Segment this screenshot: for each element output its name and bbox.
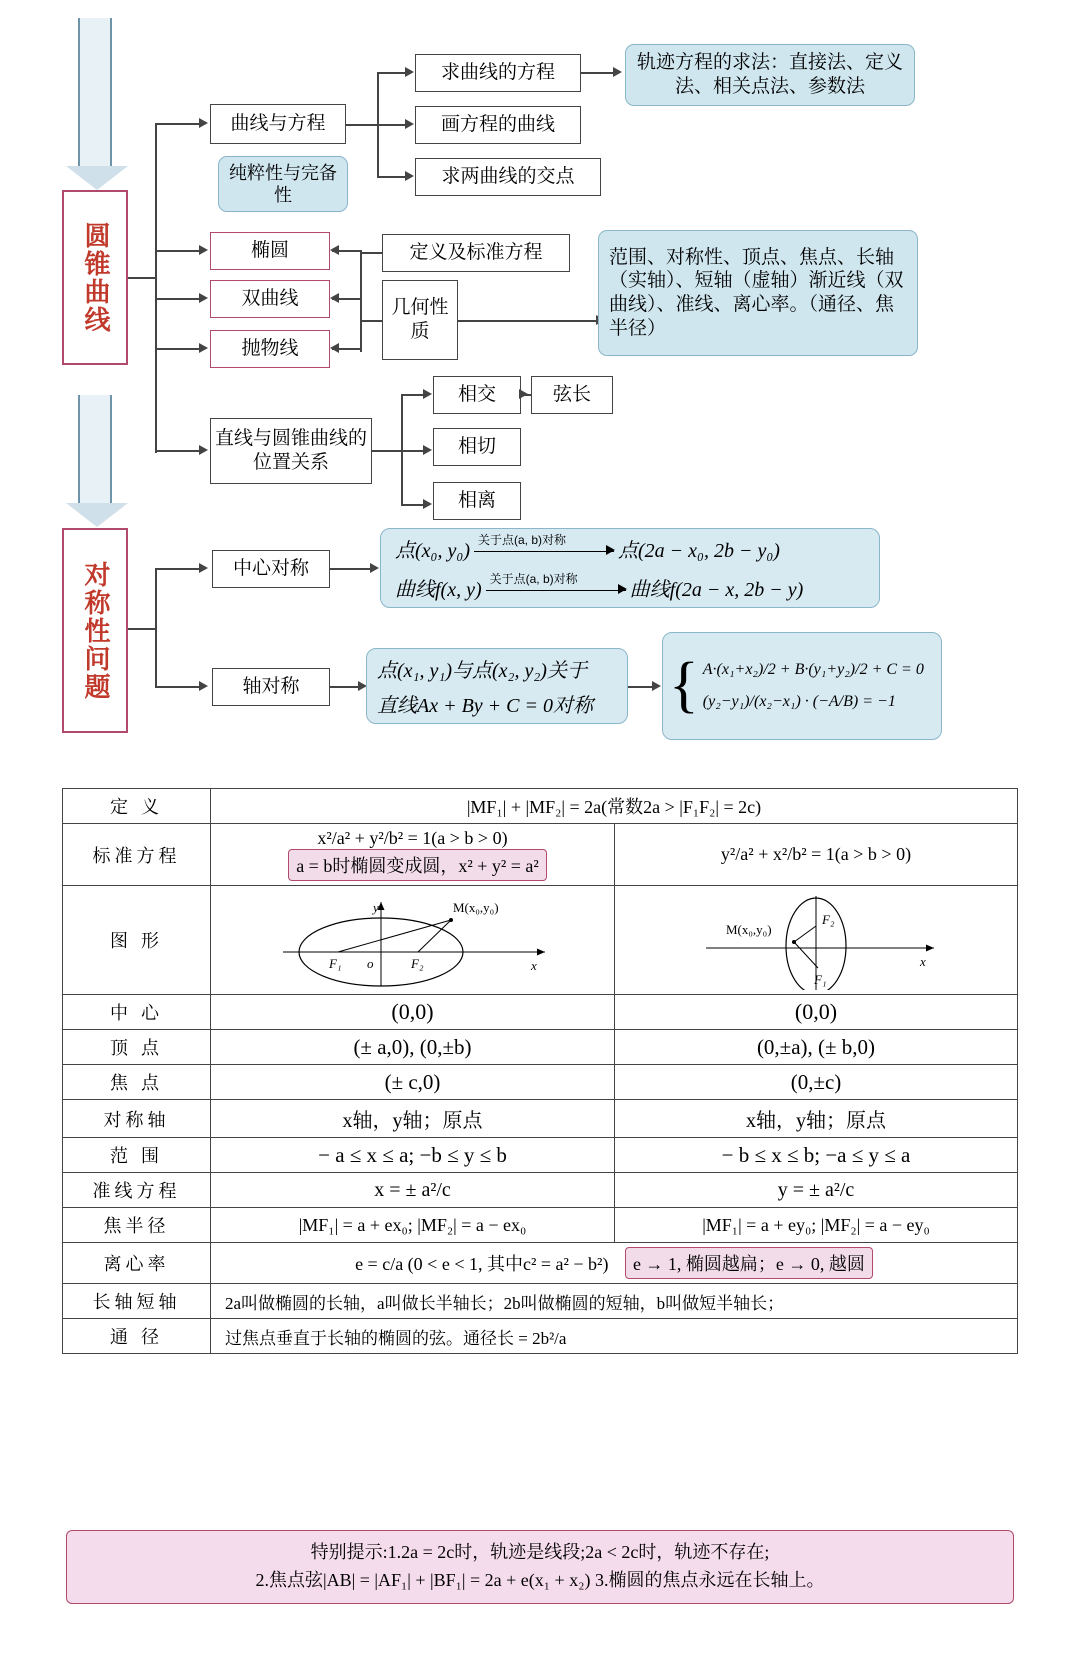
table-row [63,1243,1018,1284]
axial-eq2: (y₂−y₁)/(x₂−x₁) · (−A/B) = −1 [702,693,896,710]
node-line-conic[interactable]: 直线与圆锥曲线的位置关系 [210,418,372,484]
cell-focal-radius-right: |MF₁| = a + ey₀; |MF₂| = a − ey₀ [615,1208,1018,1243]
arrow-icon [652,681,661,691]
row-head-vertices: 顶 点 [63,1030,211,1065]
connector [360,252,362,352]
table-row [63,995,1018,1030]
arrow-icon [199,445,208,455]
note-line-1: 特别提示:1.2a = 2c时，轨迹是线段;2a < 2c时，轨迹不存在; [310,1542,770,1562]
concept-map [0,0,1080,780]
connector [360,320,382,322]
arrow-icon [423,499,432,509]
connector [155,348,201,350]
connector [155,250,201,252]
cell-axes-right: x轴，y轴；原点 [615,1100,1018,1138]
connector [401,450,425,452]
axial-line2: 直线Ax + By + C = 0对称 [377,695,594,717]
svg-text:y: y [372,900,379,915]
table-row [63,1284,1018,1319]
arrow-icon [199,563,208,573]
row-head-figure: 图 形 [63,886,211,995]
connector [458,320,606,322]
cell-definition: |MF₁| + |MF₂| = 2a(常数2a > |F₁F₂| = 2c) [211,789,1018,824]
node-secant[interactable]: 相交 [433,376,521,414]
node-central-sym[interactable]: 中心对称 [212,550,330,588]
eccentricity-highlight: e → 1, 椭圆越扁；e → 0, 越圆 [625,1247,873,1279]
connector [330,568,372,570]
table-row [63,1065,1018,1100]
svg-text:F₁: F₁ [328,956,341,971]
note-line-2: 2.焦点弦|AB| = |AF₁| + |BF₁| = 2a + e(x₁ + x₂) 3.椭圆的焦点永远在长轴上。 [255,1569,825,1590]
table-row [63,1319,1018,1354]
special-note [66,1530,1014,1604]
node-conic[interactable]: 圆锥曲线 [62,190,128,365]
connector [128,628,156,630]
row-head-focal-radius: 焦半径 [63,1208,211,1243]
central-point-arrow-label: 关于点(a, b)对称 [477,533,566,547]
node-intersection[interactable]: 求两曲线的交点 [415,158,601,196]
central-point-right: 点(2a − x₀, 2b − y₀) [617,540,780,562]
arrow-icon [199,293,208,303]
arrow-icon [370,563,379,573]
cell-center-left: (0,0) [211,995,615,1030]
row-head-eccentricity: 离心率 [63,1243,211,1284]
node-separate[interactable]: 相离 [433,482,521,520]
svg-text:x: x [530,958,537,973]
row-head-axes-lengths: 长轴短轴 [63,1284,211,1319]
cell-standard-equation-right: y²/a² + x²/b² = 1(a > b > 0) [615,824,1018,886]
cell-axes-left: x轴，y轴；原点 [211,1100,615,1138]
connector [155,568,201,570]
connector [377,72,407,74]
cell-axes-lengths: 2a叫做椭圆的长轴，a叫做长半轴长；2b叫做椭圆的短轴，b叫做短半轴长； [211,1284,1018,1319]
standard-eq-highlight: a = b时椭圆变成圆，x² + y² = a² [288,849,547,881]
connector [155,123,201,125]
central-curve-right: 曲线f(2a − x, 2b − y) [629,579,804,601]
arrow-icon [405,119,414,129]
flow-arrow-top [78,18,112,168]
connector [155,298,201,300]
connector [155,568,157,686]
svg-text:M(x₀,y₀): M(x₀,y₀) [726,922,772,937]
svg-text:F₂: F₂ [822,912,835,927]
row-head-center: 中 心 [63,995,211,1030]
node-geo-detail[interactable]: 范围、对称性、顶点、焦点、长轴（实轴）、短轴（虚轴）渐近线（双曲线）、准线、离心率。（通径、焦半径） [598,230,918,356]
node-chord-len[interactable]: 弦长 [531,376,613,414]
connector [155,686,201,688]
cell-focal-radius-left: |MF₁| = a + ex₀; |MF₂| = a − ex₀ [211,1208,615,1243]
axial-eq1: A·(x₁+x₂)/2 + B·(y₁+y₂)/2 + C = 0 [702,661,924,678]
arrow-icon [405,171,414,181]
flow-arrow-bottom [78,395,112,505]
cell-vertices-left: (± a,0), (0,±b) [211,1030,615,1065]
cell-foci-right: (0,±c) [615,1065,1018,1100]
node-locus-methods[interactable]: 轨迹方程的求法：直接法、定义法、相关点法、参数法 [625,44,915,106]
row-head-directrix: 准线方程 [63,1173,211,1208]
cell-figure-left [211,886,615,995]
connector [581,72,615,74]
node-def-std-eq[interactable]: 定义及标准方程 [382,234,570,272]
arrow-icon [199,681,208,691]
node-hyperbola[interactable]: 双曲线 [210,280,330,318]
svg-text:o: o [366,956,373,971]
node-symmetry[interactable]: 对称性问题 [62,528,128,733]
connector [128,277,156,279]
row-head-standard-equation: 标准方程 [63,824,211,886]
row-head-definition: 定 义 [63,789,211,824]
cell-range-left: − a ≤ x ≤ a; −b ≤ y ≤ b [211,1138,615,1173]
central-curve-arrow-label: 关于点(a, b)对称 [489,572,578,586]
connector [346,124,378,126]
cell-latus-rectum: 过焦点垂直于长轴的椭圆的弦。通径长 = 2b²/a [211,1319,1018,1354]
cell-foci-left: (± c,0) [211,1065,615,1100]
cell-range-right: − b ≤ x ≤ b; −a ≤ y ≤ a [615,1138,1018,1173]
table-row [63,1208,1018,1243]
row-head-foci: 焦 点 [63,1065,211,1100]
connector [372,450,402,452]
eccentricity-formula: e = c/a (0 < e < 1, 其中c² = a² − b²) [355,1254,609,1274]
ellipse-properties-table [62,788,1018,1354]
node-ellipse[interactable]: 椭圆 [210,232,330,270]
formula-axial-text [366,648,628,724]
node-parabola[interactable]: 抛物线 [210,330,330,368]
arrow-icon [613,67,622,77]
row-head-axes-of-symmetry: 对称轴 [63,1100,211,1138]
arrow-icon [423,445,432,455]
cell-vertices-right: (0,±a), (± b,0) [615,1030,1018,1065]
connector [330,686,360,688]
arrow-icon [405,67,414,77]
cell-standard-equation-left [211,824,615,886]
node-find-eq[interactable]: 求曲线的方程 [415,54,581,92]
table-row [63,1030,1018,1065]
arrow-icon [330,343,339,353]
axial-line1: 点(x₁, y₁)与点(x₂, y₂)关于 [377,660,587,682]
cell-directrix-left: x = ± a²/c [211,1173,615,1208]
svg-text:M(x₀,y₀): M(x₀,y₀) [452,900,499,915]
connector [401,394,425,396]
table-row [63,824,1018,886]
connector [377,124,407,126]
connector [155,450,201,452]
ellipse-vertical-figure [666,890,966,990]
arrow-icon [519,389,528,399]
node-axial-sym[interactable]: 轴对称 [212,668,330,706]
node-draw-curve[interactable]: 画方程的曲线 [415,106,581,144]
cell-directrix-right: y = ± a²/c [615,1173,1018,1208]
connector [401,504,425,506]
central-curve-left: 曲线f(x, y) [395,579,482,601]
central-point-left: 点(x₀, y₀) [395,540,470,562]
ellipse-horizontal-figure [263,890,563,990]
table-row [63,1173,1018,1208]
arrow-icon [199,245,208,255]
cell-eccentricity [211,1243,1018,1284]
arrow-icon [199,118,208,128]
node-curve-eq[interactable]: 曲线与方程 [210,104,346,144]
svg-text:x: x [920,954,926,969]
row-head-latus-rectum: 通 径 [63,1319,211,1354]
svg-text:F₁: F₁ [814,972,827,987]
node-geo-prop[interactable]: 几何性质 [382,280,458,360]
row-head-range: 范 围 [63,1138,211,1173]
arrow-icon [423,389,432,399]
node-purity[interactable]: 纯粹性与完备性 [218,156,348,212]
cell-center-right: (0,0) [615,995,1018,1030]
svg-text:F₂: F₂ [410,956,423,971]
formula-axial-equations: { A·(x₁+x₂)/2 + B·(y₁+y₂)/2 + C = 0 (y₂−y₁)/(x₂−x₁) · (−A/B) = −1 [662,632,942,740]
table-row [63,789,1018,824]
arrow-icon [330,293,339,303]
formula-central-symmetry [380,528,880,608]
connector [360,252,382,254]
cell-figure-right [615,886,1018,995]
standard-eq-left: x²/a² + y²/b² = 1(a > b > 0) [317,828,508,848]
arrow-icon [199,343,208,353]
table-row [63,886,1018,995]
table-row [63,1100,1018,1138]
connector [155,123,157,453]
node-tangent[interactable]: 相切 [433,428,521,466]
arrow-icon [330,245,339,255]
table-row [63,1138,1018,1173]
connector [377,176,407,178]
